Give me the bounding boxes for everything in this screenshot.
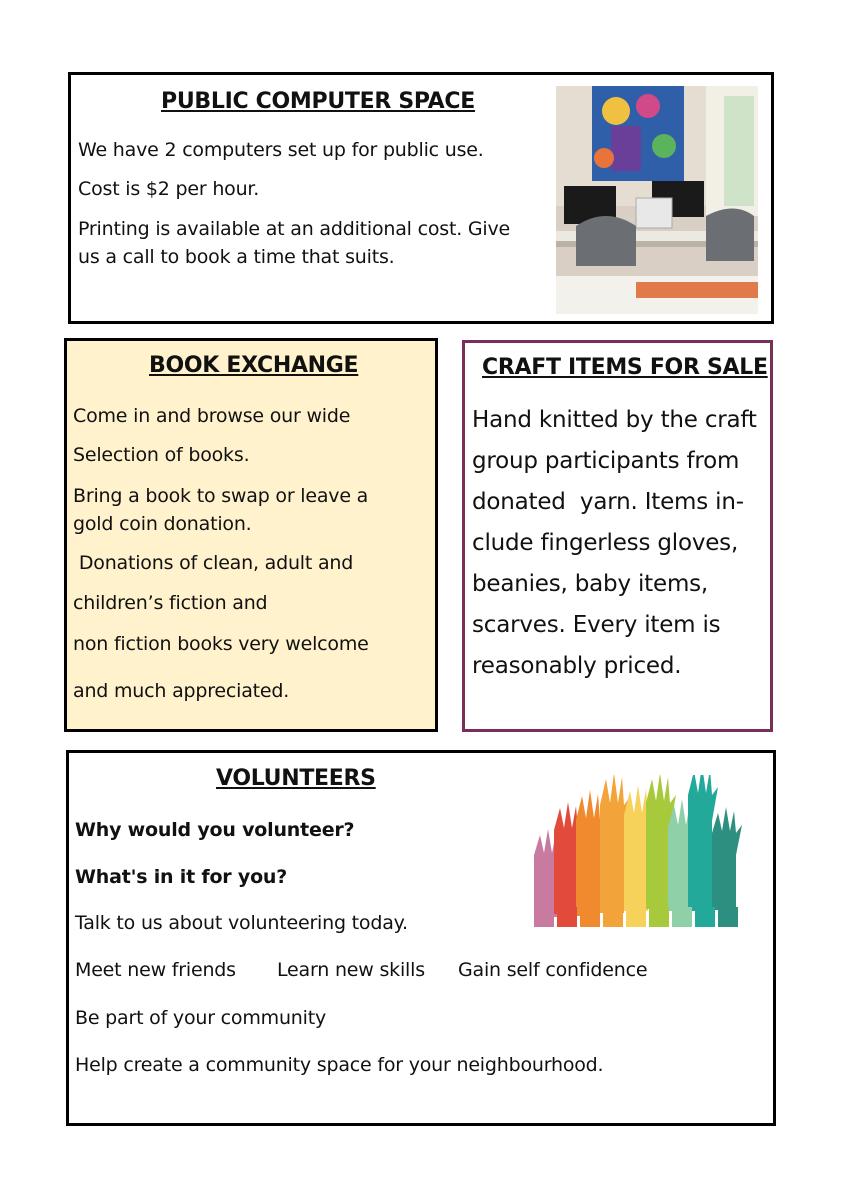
craft-items-section	[462, 340, 773, 732]
craft-line: clude fingerless gloves,	[472, 530, 739, 556]
book-line: Come in and browse our wide	[73, 405, 351, 427]
craft-line: beanies, baby items,	[472, 571, 709, 597]
computer-space-title: PUBLIC COMPUTER SPACE	[161, 89, 475, 114]
book-line: non fiction books very welcome	[73, 633, 369, 655]
volunteer-benefit: Learn new skills	[277, 959, 425, 981]
volunteer-hands-logo-icon	[524, 775, 754, 930]
computer-room-photo-icon	[556, 86, 758, 314]
craft-line: group participants from	[472, 448, 740, 474]
craft-line: scarves. Every item is	[472, 612, 721, 638]
computer-line: us a call to book a time that suits.	[78, 246, 395, 268]
craft-line: Hand knitted by the craft	[472, 407, 757, 433]
book-line: Bring a book to swap or leave a	[73, 485, 369, 507]
volunteer-line: Talk to us about volunteering today.	[75, 912, 408, 934]
book-line: gold coin donation.	[73, 513, 252, 535]
volunteer-line: Be part of your community	[75, 1007, 327, 1029]
book-line: and much appreciated.	[73, 680, 290, 702]
computer-line: Printing is available at an additional cost. Give	[78, 218, 511, 240]
volunteer-benefit: Gain self confidence	[458, 959, 648, 981]
volunteers-section	[66, 750, 776, 1126]
book-line: Selection of books.	[73, 444, 250, 466]
computer-line: We have 2 computers set up for public use.	[78, 139, 484, 161]
volunteer-question: Why would you volunteer?	[75, 819, 355, 841]
book-exchange-title: BOOK EXCHANGE	[149, 353, 359, 378]
book-line: children’s fiction and	[73, 592, 268, 614]
computer-line: Cost is $2 per hour.	[78, 178, 260, 200]
volunteers-title: VOLUNTEERS	[216, 766, 376, 791]
computer-space-section	[68, 72, 774, 324]
craft-items-title: CRAFT ITEMS FOR SALE	[482, 355, 768, 380]
craft-line: donated yarn. Items in-	[472, 489, 744, 515]
volunteer-line: Help create a community space for your neighbourhood.	[75, 1054, 604, 1076]
book-line: Donations of clean, adult and	[73, 552, 354, 574]
volunteer-benefit: Meet new friends	[75, 959, 236, 981]
craft-line: reasonably priced.	[472, 653, 682, 679]
volunteer-question: What's in it for you?	[75, 866, 288, 888]
book-exchange-section	[64, 338, 438, 732]
